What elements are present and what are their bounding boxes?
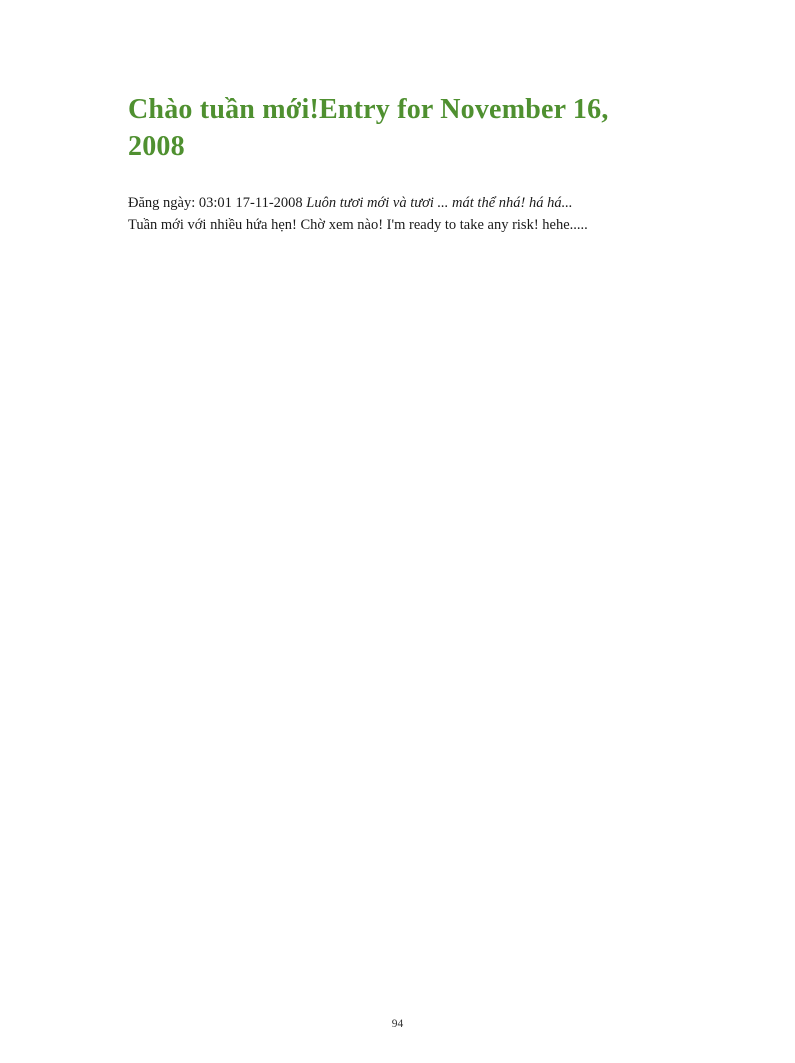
entry-content [128,92,668,237]
entry-paragraph: Tuần mới với nhiều hứa hẹn! Chờ xem nào! I'm ready to take any risk! hehe..... [128,217,588,234]
entry-body [128,192,668,237]
page-number: 94 [391,1018,404,1030]
page-title: Chào tuần mới!Entry for November 16, 2008 [128,94,609,162]
entry-meta-line [128,192,668,214]
entry-date-label: Đăng ngày: 03:01 17-11-2008 [128,194,307,211]
entry-emphasis-text: Luôn tươi mới và tươi ... mát thể nhá! há há... [306,194,573,211]
